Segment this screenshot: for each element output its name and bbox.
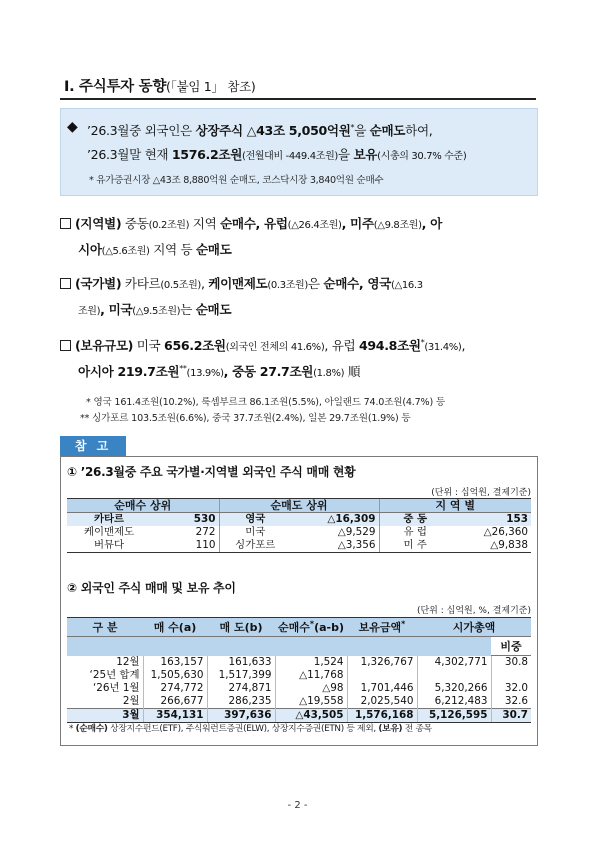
checkbox-square-icon	[60, 340, 71, 351]
table-row: 3월 354,131 397,636 △43,505 1,576,168 5,126,595 30.7	[67, 709, 531, 723]
unit-label-2: (단위 : 십억원, %, 결제기준)	[416, 606, 531, 616]
header-share: 비중	[491, 637, 531, 656]
header-net-sell-top: 순매도 상위	[219, 499, 379, 513]
checkbox-square-icon	[60, 278, 71, 289]
page-number: - 2 -	[287, 800, 308, 811]
table-row: 12월 163,157 161,633 1,524 1,326,767 4,302,771 30.8	[67, 656, 531, 670]
header-sell: 매 도(b)	[207, 618, 275, 637]
table-row: 카타르 530 영국 △16,309 중 동 153	[67, 513, 531, 527]
country-paragraph: (국가별) 카타르(0.5조원), 케이맨제도(0.3조원)은 순매수, 영국(△16.3 조원), 미국(△9.5조원)는 순매도	[60, 272, 538, 324]
holding-footnote-1: * 영국 161.4조원(10.2%), 룩셈부르크 86.1조원(5.5%), 아일랜드 74.0조원(4.7%) 등	[86, 397, 445, 408]
summary-footnote: * 유가증권시장 △43조 8,880억원 순매도, 코스닥시장 3,840억원 순매수	[89, 175, 384, 186]
reference-tab: 참 고	[60, 436, 126, 456]
summary-box	[60, 108, 538, 196]
trading-by-country-table	[67, 498, 531, 553]
trading-holding-trend-table	[67, 617, 531, 723]
summary-line-2: ’26.3월말 현재 1576.2조원(전월대비 -449.4조원)을 보유(시총의 30.7% 수준)	[87, 147, 467, 162]
section-title	[60, 66, 536, 100]
table-footnote: * (순매수) 상장지수펀드(ETF), 주식워런트증권(ELW), 상장지수증권(ETN) 등 제외, (보유) 전 종목	[69, 724, 432, 734]
table-row: ‘25년 합계 1,505,630 1,517,399 △11,768	[67, 669, 531, 682]
table-row: ‘26년 1월 274,772 274,871 △98 1,701,446 5,320,266 32.0	[67, 682, 531, 695]
holding-footnote-2: ** 싱가포르 103.5조원(6.6%), 중국 37.7조원(2.4%), 일본 29.7조원(1.9%) 등	[80, 413, 411, 424]
header-market-cap: 시가총액	[417, 618, 531, 637]
subheading-1: ① ’26.3월중 주요 국가별·지역별 외국인 주식 매매 현황	[67, 465, 356, 479]
checkbox-square-icon	[60, 218, 71, 229]
region-paragraph: (지역별) 중동(0.2조원) 지역 순매수, 유럽(△26.4조원), 미주(△9.8조원), 아 시아(△5.6조원) 지역 등 순매도	[60, 212, 538, 264]
header-buy: 매 수(a)	[143, 618, 207, 637]
table-row: 버뮤다 110 싱가포르 △3,356 미 주 △9,838	[67, 539, 531, 553]
unit-label-1: (단위 : 십억원, 결제기준)	[431, 488, 531, 498]
table-row: 2월 266,677 286,235 △19,558 2,025,540 6,212,483 32.6	[67, 695, 531, 709]
header-by-region: 지 역 별	[379, 499, 531, 513]
title-underline	[60, 98, 536, 100]
diamond-bullet-icon: ◆	[67, 119, 78, 135]
header-category: 구 분	[67, 618, 143, 637]
table-row: 케이맨제도 272 미국 △9,529 유 럽 △26,360	[83, 526, 528, 538]
section-reference: (「붙임 1」 참조)	[166, 79, 256, 94]
header-net-buy: 순매수*(a-b)	[275, 618, 347, 637]
section-heading: Ⅰ. 주식투자 동향	[64, 79, 167, 95]
header-net-buy-top: 순매수 상위	[67, 499, 219, 513]
subheading-2: ② 외국인 주식 매매 및 보유 추이	[67, 581, 236, 595]
summary-line-1: ’26.3월중 외국인은 상장주식 △43조 5,050억원*을 순매도하여,	[87, 122, 433, 138]
header-holding-amount: 보유금액*	[347, 618, 417, 637]
reference-box	[60, 456, 538, 746]
holding-paragraph: (보유규모) 미국 656.2조원(외국인 전체의 41.6%), 유럽 494.8조원*(31.4%), 아시아 219.7조원**(13.9%), 중동 27.7조원(1.8%) 順	[60, 334, 538, 386]
